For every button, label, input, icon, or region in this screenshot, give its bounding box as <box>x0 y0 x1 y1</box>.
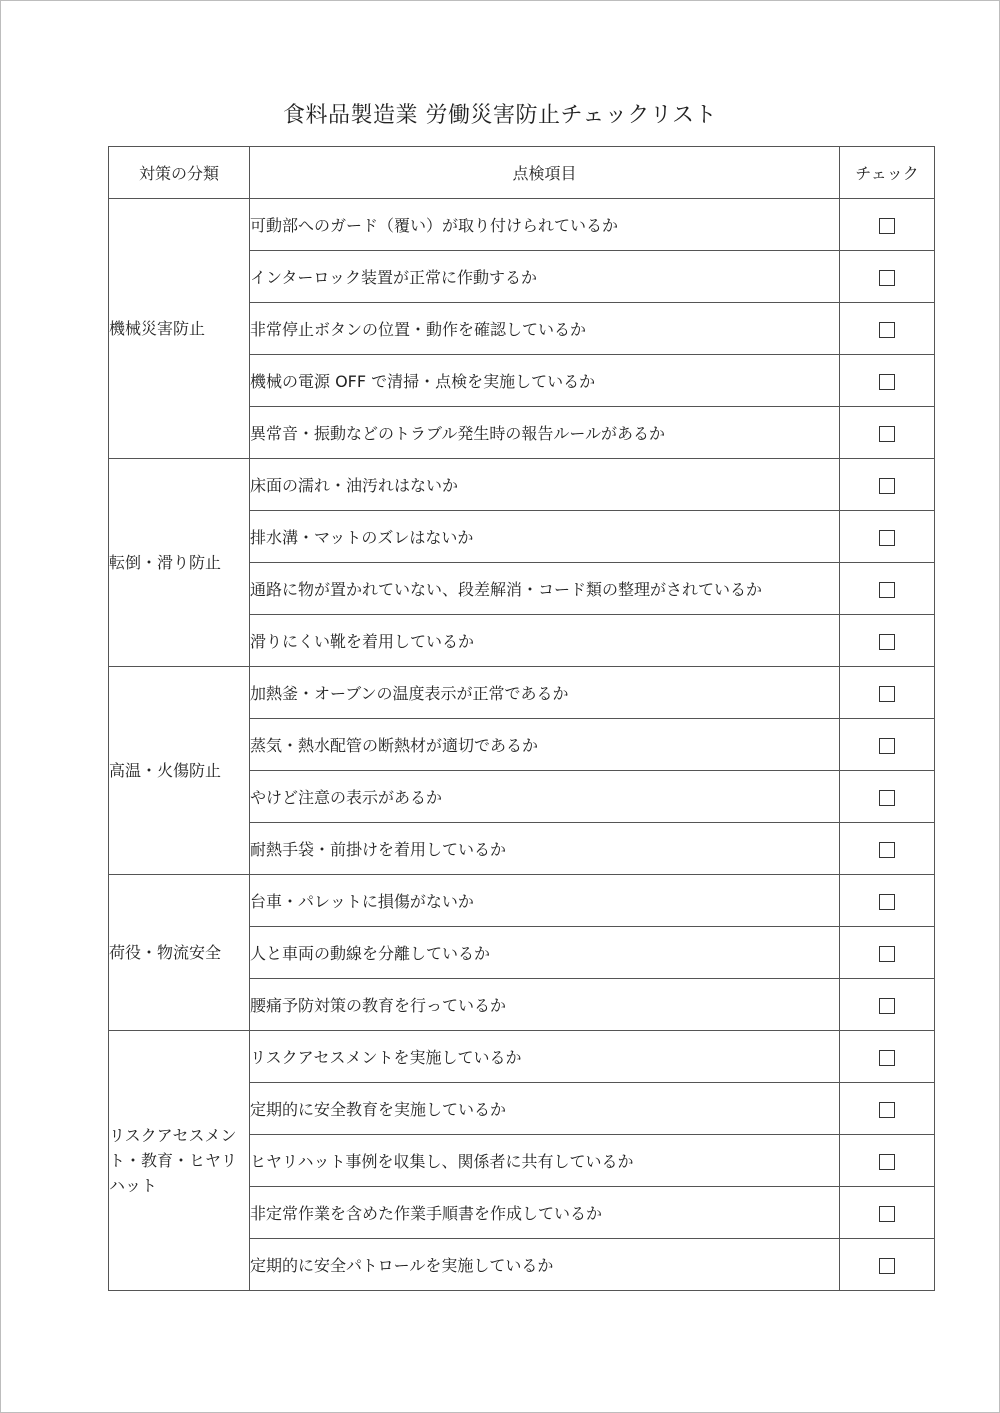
checkbox[interactable] <box>879 218 895 234</box>
category-cell: 高温・火傷防止 <box>109 667 250 875</box>
check-item-text: 定期的に安全パトロールを実施しているか <box>250 1239 840 1291</box>
check-cell <box>840 823 935 875</box>
check-item-text: 人と車両の動線を分離しているか <box>250 927 840 979</box>
check-cell <box>840 563 935 615</box>
check-cell <box>840 1083 935 1135</box>
table-header-row <box>109 147 935 199</box>
check-item-text: 可動部へのガード（覆い）が取り付けられているか <box>250 199 840 251</box>
checkbox[interactable] <box>879 1206 895 1222</box>
table-row <box>109 1031 935 1083</box>
checkbox[interactable] <box>879 1102 895 1118</box>
checkbox[interactable] <box>879 530 895 546</box>
check-cell <box>840 511 935 563</box>
check-item-text: 耐熱手袋・前掛けを着用しているか <box>250 823 840 875</box>
check-cell <box>840 771 935 823</box>
check-cell <box>840 719 935 771</box>
check-item-text: インターロック装置が正常に作動するか <box>250 251 840 303</box>
check-cell <box>840 407 935 459</box>
checklist-table <box>108 146 935 1291</box>
check-cell <box>840 1187 935 1239</box>
check-item-text: 機械の電源 OFF で清掃・点検を実施しているか <box>250 355 840 407</box>
checkbox[interactable] <box>879 426 895 442</box>
check-cell <box>840 979 935 1031</box>
check-cell <box>840 199 935 251</box>
check-item-text: 加熱釜・オーブンの温度表示が正常であるか <box>250 667 840 719</box>
category-cell: 転倒・滑り防止 <box>109 459 250 667</box>
check-cell <box>840 875 935 927</box>
checkbox[interactable] <box>879 998 895 1014</box>
checkbox[interactable] <box>879 1050 895 1066</box>
check-item-text: 定期的に安全教育を実施しているか <box>250 1083 840 1135</box>
table-row <box>109 667 935 719</box>
check-cell <box>840 1031 935 1083</box>
category-cell: リスクアセスメント・教育・ヒヤリハット <box>109 1031 250 1291</box>
check-item-text: 台車・パレットに損傷がないか <box>250 875 840 927</box>
table-row <box>109 199 935 251</box>
checkbox[interactable] <box>879 1258 895 1274</box>
check-cell <box>840 1239 935 1291</box>
check-item-text: 異常音・振動などのトラブル発生時の報告ルールがあるか <box>250 407 840 459</box>
checkbox[interactable] <box>879 478 895 494</box>
check-cell <box>840 1135 935 1187</box>
checkbox[interactable] <box>879 686 895 702</box>
header-category: 対策の分類 <box>109 147 250 199</box>
check-cell <box>840 303 935 355</box>
check-item-text: 床面の濡れ・油汚れはないか <box>250 459 840 511</box>
checkbox[interactable] <box>879 738 895 754</box>
category-cell: 機械災害防止 <box>109 199 250 459</box>
category-cell: 荷役・物流安全 <box>109 875 250 1031</box>
page-title: 食料品製造業 労働災害防止チェックリスト <box>283 103 717 128</box>
check-item-text: 蒸気・熱水配管の断熱材が適切であるか <box>250 719 840 771</box>
checkbox[interactable] <box>879 894 895 910</box>
checkbox[interactable] <box>879 842 895 858</box>
checkbox[interactable] <box>879 582 895 598</box>
check-item-text: ヒヤリハット事例を収集し、関係者に共有しているか <box>250 1135 840 1187</box>
checklist-body <box>109 199 935 1291</box>
check-item-text: 排水溝・マットのズレはないか <box>250 511 840 563</box>
check-item-text: 非常停止ボタンの位置・動作を確認しているか <box>250 303 840 355</box>
check-item-text: 通路に物が置かれていない、段差解消・コード類の整理がされているか <box>250 563 840 615</box>
checkbox[interactable] <box>879 790 895 806</box>
checkbox[interactable] <box>879 634 895 650</box>
check-cell <box>840 355 935 407</box>
checkbox[interactable] <box>879 270 895 286</box>
checkbox[interactable] <box>879 1154 895 1170</box>
check-item-text: 滑りにくい靴を着用しているか <box>250 615 840 667</box>
check-item-text: 腰痛予防対策の教育を行っているか <box>250 979 840 1031</box>
check-cell <box>840 927 935 979</box>
check-cell <box>840 251 935 303</box>
check-cell <box>840 459 935 511</box>
checkbox[interactable] <box>879 374 895 390</box>
table-row <box>109 459 935 511</box>
table-row <box>109 875 935 927</box>
check-item-text: やけど注意の表示があるか <box>250 771 840 823</box>
checkbox[interactable] <box>879 322 895 338</box>
check-item-text: 非定常作業を含めた作業手順書を作成しているか <box>250 1187 840 1239</box>
checkbox[interactable] <box>879 946 895 962</box>
check-cell <box>840 667 935 719</box>
check-item-text: リスクアセスメントを実施しているか <box>250 1031 840 1083</box>
header-item: 点検項目 <box>250 147 840 199</box>
header-check: チェック <box>840 147 935 199</box>
check-cell <box>840 615 935 667</box>
